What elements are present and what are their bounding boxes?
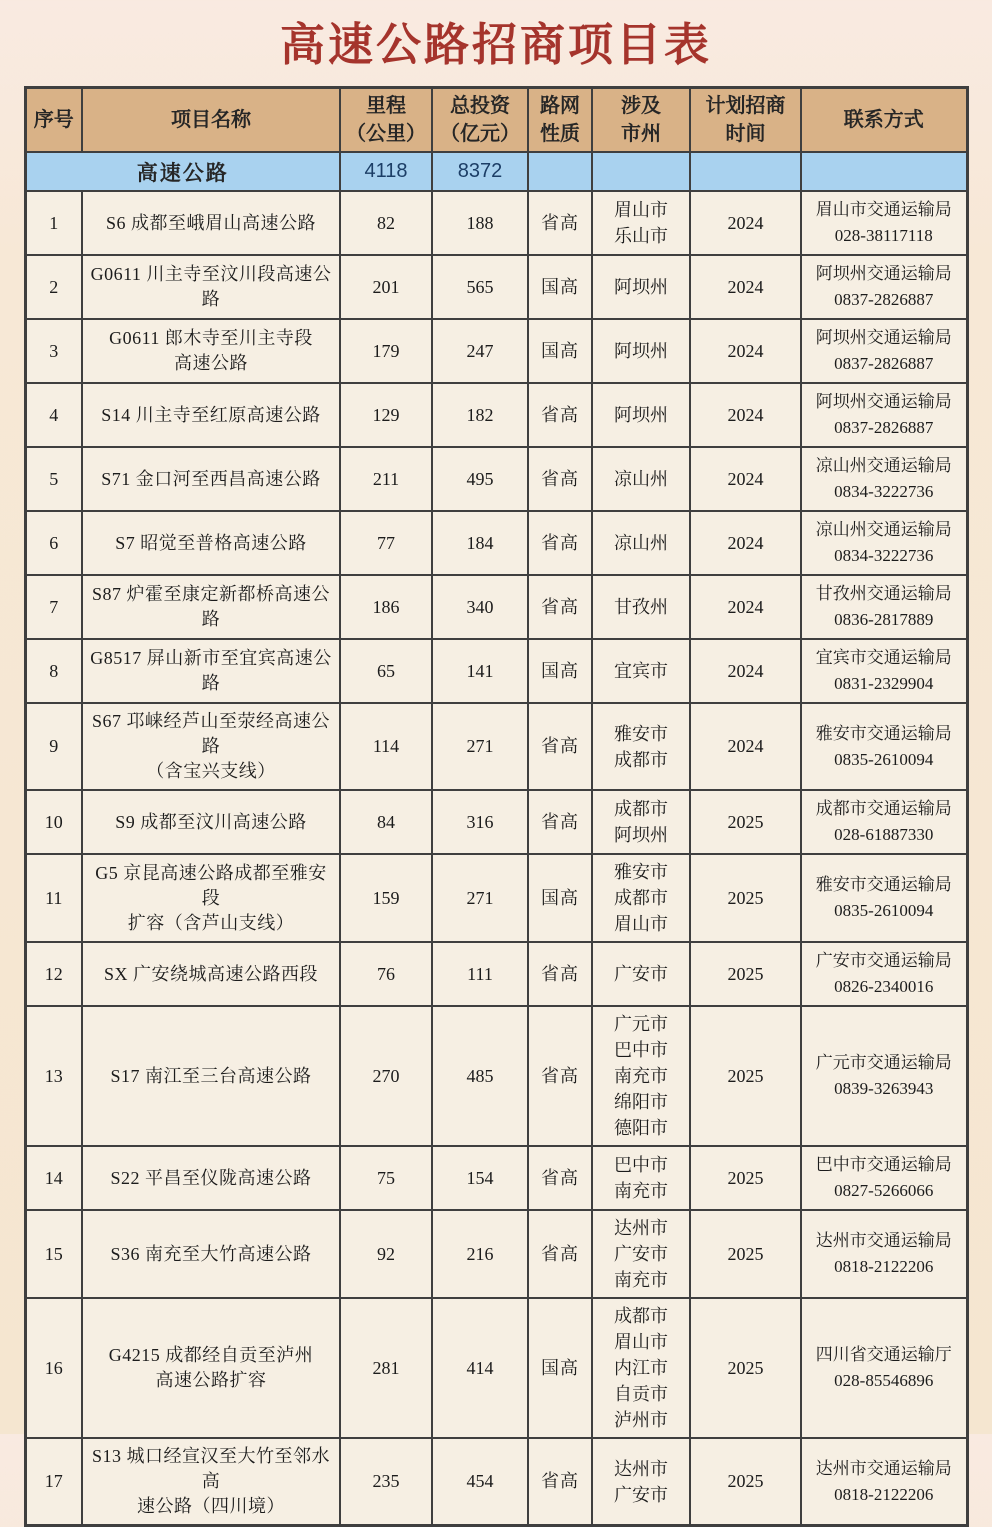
cell-schedule-year: 2024 xyxy=(690,319,801,383)
cell-cities xyxy=(592,790,690,854)
cell-schedule-year: 2025 xyxy=(690,1006,801,1146)
cell-schedule-year: 2025 xyxy=(690,1438,801,1526)
cell-project-name xyxy=(82,319,340,383)
city-line: 广安市 xyxy=(614,964,668,984)
cell-mileage: 65 xyxy=(340,639,432,703)
contact-phone: 0837-2826887 xyxy=(834,354,934,373)
cell-schedule-year: 2024 xyxy=(690,255,801,319)
summary-row xyxy=(25,152,967,191)
col-header-network xyxy=(528,88,592,153)
city-line: 成都市 xyxy=(614,749,668,770)
cell-investment: 271 xyxy=(432,703,528,790)
col-header-contact xyxy=(801,88,967,153)
cell-cities xyxy=(592,1210,690,1298)
cell-network-type: 省高 xyxy=(528,1210,592,1298)
contact-org: 凉山州交通运输局 xyxy=(815,456,952,475)
cell-schedule-year: 2025 xyxy=(690,1146,801,1210)
col-header-no xyxy=(25,88,82,153)
cell-network-type: 省高 xyxy=(528,790,592,854)
cell-no: 6 xyxy=(25,511,82,575)
cell-contact xyxy=(801,575,967,639)
cell-contact xyxy=(801,1298,967,1438)
cell-mileage: 114 xyxy=(340,703,432,790)
col-header-line: 路网 xyxy=(540,95,580,117)
summary-mileage-cell: 4118 xyxy=(340,152,432,191)
cell-investment: 111 xyxy=(432,942,528,1006)
col-header-line: 时间 xyxy=(725,123,766,145)
cell-project-name xyxy=(82,447,340,511)
contact-org: 雅安市交通运输局 xyxy=(815,723,952,743)
contact-phone: 0836-2817889 xyxy=(834,610,934,629)
table-row xyxy=(25,639,967,703)
cell-contact xyxy=(801,319,967,383)
summary-empty-cell-contact xyxy=(801,152,967,191)
cell-cities xyxy=(592,1006,690,1146)
project-name-line: S7 昭觉至普格高速公路 xyxy=(115,532,307,553)
table-row xyxy=(25,1298,967,1438)
city-line: 眉山市 xyxy=(614,200,668,220)
table-row xyxy=(25,383,967,447)
city-line: 广安市 xyxy=(614,1244,668,1264)
cell-no: 3 xyxy=(25,319,82,383)
cell-schedule-year: 2025 xyxy=(690,942,801,1006)
cell-no: 10 xyxy=(25,790,82,854)
cell-network-type: 省高 xyxy=(528,511,592,575)
city-line: 泸州市 xyxy=(614,1410,668,1430)
cell-no: 14 xyxy=(25,1146,82,1210)
cell-cities xyxy=(592,447,690,511)
summary-empty-cell-schedule xyxy=(690,152,801,191)
cell-investment: 485 xyxy=(432,1006,528,1146)
cell-project-name xyxy=(82,1298,340,1438)
cell-mileage: 211 xyxy=(340,447,432,511)
city-line: 广安市 xyxy=(614,1484,668,1505)
cell-contact xyxy=(801,1006,967,1146)
cell-mileage: 77 xyxy=(340,511,432,575)
table-row xyxy=(25,1006,967,1146)
summary-name-cell: 高速公路 xyxy=(25,152,340,191)
cell-project-name xyxy=(82,942,340,1006)
contact-org: 阿坝州交通运输局 xyxy=(815,264,952,283)
contact-phone: 0834-3222736 xyxy=(834,546,934,565)
cell-mileage: 270 xyxy=(340,1006,432,1146)
contact-org: 雅安市交通运输局 xyxy=(815,875,952,894)
city-line: 凉山州 xyxy=(614,533,668,553)
col-header-line: 涉及 xyxy=(621,95,661,117)
contact-phone: 028-38117118 xyxy=(834,226,933,245)
cell-no: 2 xyxy=(25,255,82,319)
project-name-line: S6 成都至峨眉山高速公路 xyxy=(105,212,316,233)
cell-investment: 182 xyxy=(432,383,528,447)
cell-schedule-year: 2025 xyxy=(690,790,801,854)
table-body xyxy=(25,191,967,1526)
cell-cities xyxy=(592,1146,690,1210)
contact-org: 阿坝州交通运输局 xyxy=(815,328,952,347)
cell-no: 17 xyxy=(25,1438,82,1526)
cell-mileage: 76 xyxy=(340,942,432,1006)
cell-cities xyxy=(592,319,690,383)
cell-network-type: 国高 xyxy=(528,255,592,319)
project-name-line: G0611 川主寺至汶川段高速公路 xyxy=(90,264,332,309)
col-header-cities xyxy=(592,88,690,153)
cell-cities xyxy=(592,383,690,447)
contact-phone: 0835-2610094 xyxy=(834,901,934,920)
cell-mileage: 159 xyxy=(340,854,432,942)
city-line: 阿坝州 xyxy=(614,405,668,425)
cell-investment: 188 xyxy=(432,191,528,255)
contact-phone: 0839-3263943 xyxy=(834,1079,934,1098)
table-row xyxy=(25,447,967,511)
contact-org: 眉山市交通运输局 xyxy=(815,200,952,219)
cell-mileage: 281 xyxy=(340,1298,432,1438)
city-line: 广元市 xyxy=(614,1014,668,1034)
cell-mileage: 75 xyxy=(340,1146,432,1210)
col-header-line: 总投资 xyxy=(450,95,510,117)
cell-contact xyxy=(801,447,967,511)
contact-org: 宜宾市交通运输局 xyxy=(815,648,952,667)
contact-phone: 0826-2340016 xyxy=(834,977,934,996)
cell-contact xyxy=(801,854,967,942)
contact-org: 广安市交通运输局 xyxy=(815,951,952,970)
project-name-line: G4215 成都经自贡至泸州 xyxy=(108,1345,314,1365)
cell-no: 5 xyxy=(25,447,82,511)
contact-org: 达州市交通运输局 xyxy=(815,1458,952,1478)
cell-mileage: 235 xyxy=(340,1438,432,1526)
cell-investment: 271 xyxy=(432,854,528,942)
city-line: 雅安市 xyxy=(614,862,668,882)
contact-org: 阿坝州交通运输局 xyxy=(815,392,952,411)
table-row xyxy=(25,1210,967,1298)
cell-investment: 454 xyxy=(432,1438,528,1526)
cell-contact xyxy=(801,1146,967,1210)
contact-phone: 0834-3222736 xyxy=(834,482,934,501)
project-name-line: SX 广安绕城高速公路西段 xyxy=(103,963,318,984)
table-row xyxy=(25,511,967,575)
project-name-line: S17 南江至三台高速公路 xyxy=(110,1065,312,1086)
project-name-line: S22 平昌至仪陇高速公路 xyxy=(110,1167,312,1188)
table-row xyxy=(25,854,967,942)
city-line: 达州市 xyxy=(614,1458,668,1479)
cell-no: 11 xyxy=(25,854,82,942)
cell-contact xyxy=(801,1438,967,1526)
cell-cities xyxy=(592,255,690,319)
cell-investment: 414 xyxy=(432,1298,528,1438)
col-header-line: 序号 xyxy=(33,109,74,131)
cell-schedule-year: 2025 xyxy=(690,1298,801,1438)
cell-contact xyxy=(801,1210,967,1298)
cell-project-name xyxy=(82,575,340,639)
city-line: 阿坝州 xyxy=(614,277,668,297)
table-row xyxy=(25,575,967,639)
cell-project-name xyxy=(82,639,340,703)
city-line: 雅安市 xyxy=(614,723,668,744)
city-line: 南充市 xyxy=(614,1181,668,1201)
table-row xyxy=(25,255,967,319)
city-line: 内江市 xyxy=(614,1358,668,1378)
project-name-line: 高速公路扩容 xyxy=(155,1370,267,1390)
cell-investment: 247 xyxy=(432,319,528,383)
city-line: 阿坝州 xyxy=(614,825,668,845)
contact-phone: 0835-2610094 xyxy=(834,749,934,769)
col-header-line: 计划招商 xyxy=(705,95,786,117)
cell-project-name xyxy=(82,1006,340,1146)
city-line: 巴中市 xyxy=(614,1040,668,1060)
cell-investment: 184 xyxy=(432,511,528,575)
highway-project-table xyxy=(24,86,969,1527)
summary-empty-cell-network xyxy=(528,152,592,191)
cell-mileage: 186 xyxy=(340,575,432,639)
project-name-line: G8517 屏山新市至宜宾高速公路 xyxy=(90,648,332,693)
cell-no: 12 xyxy=(25,942,82,1006)
cell-network-type: 省高 xyxy=(528,1006,592,1146)
cell-network-type: 省高 xyxy=(528,703,592,790)
cell-contact xyxy=(801,703,967,790)
cell-no: 4 xyxy=(25,383,82,447)
city-line: 眉山市 xyxy=(614,914,668,934)
city-line: 南充市 xyxy=(614,1270,668,1290)
contact-org: 广元市交通运输局 xyxy=(815,1053,952,1072)
cell-cities xyxy=(592,854,690,942)
cell-schedule-year: 2024 xyxy=(690,575,801,639)
project-name-line: 速公路（四川境） xyxy=(137,1496,285,1516)
table-row xyxy=(25,790,967,854)
cell-schedule-year: 2024 xyxy=(690,447,801,511)
contact-org: 巴中市交通运输局 xyxy=(815,1155,952,1174)
city-line: 自贡市 xyxy=(614,1384,668,1404)
cell-cities xyxy=(592,703,690,790)
cell-network-type: 省高 xyxy=(528,942,592,1006)
cell-network-type: 省高 xyxy=(528,575,592,639)
city-line: 南充市 xyxy=(614,1066,668,1086)
contact-phone: 0827-5266066 xyxy=(834,1181,934,1200)
project-name-line: S67 邛崃经芦山至荥经高速公路 xyxy=(91,711,330,756)
col-header-line: 市州 xyxy=(621,123,661,145)
cell-contact xyxy=(801,790,967,854)
cell-project-name xyxy=(82,1146,340,1210)
contact-phone: 028-85546896 xyxy=(834,1371,934,1390)
cell-mileage: 82 xyxy=(340,191,432,255)
table-row xyxy=(25,1438,967,1526)
contact-org: 甘孜州交通运输局 xyxy=(815,584,952,603)
cell-network-type: 省高 xyxy=(528,1438,592,1526)
contact-org: 四川省交通运输厅 xyxy=(815,1345,952,1364)
col-header-mileage xyxy=(340,88,432,153)
col-header-schedule xyxy=(690,88,801,153)
city-line: 成都市 xyxy=(614,1306,668,1326)
contact-org: 凉山州交通运输局 xyxy=(815,520,952,539)
table-row xyxy=(25,191,967,255)
project-name-line: S71 金口河至西昌高速公路 xyxy=(101,468,321,489)
project-name-line: 扩容（含芦山支线） xyxy=(127,912,295,933)
cell-contact xyxy=(801,942,967,1006)
cell-investment: 216 xyxy=(432,1210,528,1298)
header-row xyxy=(25,88,967,153)
cell-investment: 141 xyxy=(432,639,528,703)
cell-mileage: 92 xyxy=(340,1210,432,1298)
city-line: 成都市 xyxy=(614,888,668,908)
project-name-line: G0611 郎木寺至川主寺段 xyxy=(109,328,313,348)
cell-network-type: 国高 xyxy=(528,854,592,942)
cell-investment: 565 xyxy=(432,255,528,319)
cell-schedule-year: 2025 xyxy=(690,854,801,942)
city-line: 甘孜州 xyxy=(614,597,668,617)
cell-no: 1 xyxy=(25,191,82,255)
cell-schedule-year: 2024 xyxy=(690,191,801,255)
cell-network-type: 省高 xyxy=(528,383,592,447)
city-line: 乐山市 xyxy=(614,226,668,246)
table-row xyxy=(25,319,967,383)
city-line: 眉山市 xyxy=(614,1332,668,1352)
cell-project-name xyxy=(82,191,340,255)
cell-project-name xyxy=(82,1438,340,1526)
city-line: 达州市 xyxy=(614,1218,668,1238)
summary-empty-cell-cities xyxy=(592,152,690,191)
cell-cities xyxy=(592,1438,690,1526)
cell-project-name xyxy=(82,383,340,447)
contact-phone: 0837-2826887 xyxy=(834,290,934,309)
city-line: 阿坝州 xyxy=(614,341,668,361)
project-name-line: 高速公路 xyxy=(174,353,248,373)
cell-no: 9 xyxy=(25,703,82,790)
cell-no: 15 xyxy=(25,1210,82,1298)
project-name-line: S36 南充至大竹高速公路 xyxy=(110,1243,312,1264)
cell-no: 7 xyxy=(25,575,82,639)
col-header-line: 项目名称 xyxy=(171,109,251,131)
cell-project-name xyxy=(82,255,340,319)
summary-investment-cell: 8372 xyxy=(432,152,528,191)
col-header-name xyxy=(82,88,340,153)
cell-schedule-year: 2024 xyxy=(690,639,801,703)
table-row xyxy=(25,1146,967,1210)
cell-project-name xyxy=(82,703,340,790)
cell-project-name xyxy=(82,511,340,575)
cell-contact xyxy=(801,511,967,575)
cell-no: 13 xyxy=(25,1006,82,1146)
city-line: 德阳市 xyxy=(614,1118,668,1138)
cell-contact xyxy=(801,383,967,447)
cell-investment: 340 xyxy=(432,575,528,639)
project-name-line: S9 成都至汶川高速公路 xyxy=(115,811,307,832)
cell-mileage: 129 xyxy=(340,383,432,447)
contact-phone: 0818-2122206 xyxy=(834,1484,934,1504)
col-header-line: 联系方式 xyxy=(843,109,924,131)
page-title: 高速公路招商项目表 xyxy=(279,20,712,70)
col-header-line: 里程 xyxy=(366,95,406,117)
cell-schedule-year: 2024 xyxy=(690,383,801,447)
cell-cities xyxy=(592,639,690,703)
contact-org: 成都市交通运输局 xyxy=(815,799,952,818)
cell-network-type: 省高 xyxy=(528,447,592,511)
contact-phone: 028-61887330 xyxy=(834,825,934,844)
cell-cities xyxy=(592,575,690,639)
city-line: 巴中市 xyxy=(614,1155,668,1175)
cell-network-type: 省高 xyxy=(528,191,592,255)
cell-cities xyxy=(592,511,690,575)
col-header-investment xyxy=(432,88,528,153)
cell-project-name xyxy=(82,1210,340,1298)
project-name-line: G5 京昆高速公路成都至雅安段 xyxy=(95,862,327,908)
cell-network-type: 国高 xyxy=(528,639,592,703)
contact-phone: 0837-2826887 xyxy=(834,418,934,437)
project-name-line: S14 川主寺至红原高速公路 xyxy=(101,404,321,425)
cell-project-name xyxy=(82,790,340,854)
col-header-line: （亿元） xyxy=(440,123,520,145)
city-line: 绵阳市 xyxy=(614,1092,668,1112)
cell-schedule-year: 2024 xyxy=(690,703,801,790)
contact-org: 达州市交通运输局 xyxy=(815,1231,952,1250)
city-line: 成都市 xyxy=(614,799,668,819)
cell-mileage: 84 xyxy=(340,790,432,854)
cell-network-type: 国高 xyxy=(528,319,592,383)
project-name-line: （含宝兴支线） xyxy=(146,761,276,781)
cell-cities xyxy=(592,942,690,1006)
cell-investment: 154 xyxy=(432,1146,528,1210)
cell-mileage: 179 xyxy=(340,319,432,383)
cell-network-type: 国高 xyxy=(528,1298,592,1438)
table-row xyxy=(25,703,967,790)
cell-contact xyxy=(801,639,967,703)
project-name-line: S13 城口经宣汉至大竹至邻水高 xyxy=(91,1446,330,1491)
cell-mileage: 201 xyxy=(340,255,432,319)
contact-phone: 0831-2329904 xyxy=(834,674,934,693)
contact-phone: 0818-2122206 xyxy=(834,1257,934,1276)
cell-no: 16 xyxy=(25,1298,82,1438)
cell-cities xyxy=(592,1298,690,1438)
cell-no: 8 xyxy=(25,639,82,703)
cell-contact xyxy=(801,191,967,255)
col-header-line: （公里） xyxy=(346,123,426,145)
cell-project-name xyxy=(82,854,340,942)
cell-schedule-year: 2025 xyxy=(690,1210,801,1298)
cell-schedule-year: 2024 xyxy=(690,511,801,575)
cell-investment: 316 xyxy=(432,790,528,854)
cell-contact xyxy=(801,255,967,319)
city-line: 宜宾市 xyxy=(614,661,668,681)
city-line: 凉山州 xyxy=(614,469,668,489)
cell-network-type: 省高 xyxy=(528,1146,592,1210)
col-header-line: 性质 xyxy=(540,123,580,145)
cell-investment: 495 xyxy=(432,447,528,511)
project-name-line: S87 炉霍至康定新都桥高速公路 xyxy=(91,584,330,629)
cell-cities xyxy=(592,191,690,255)
table-row xyxy=(25,942,967,1006)
